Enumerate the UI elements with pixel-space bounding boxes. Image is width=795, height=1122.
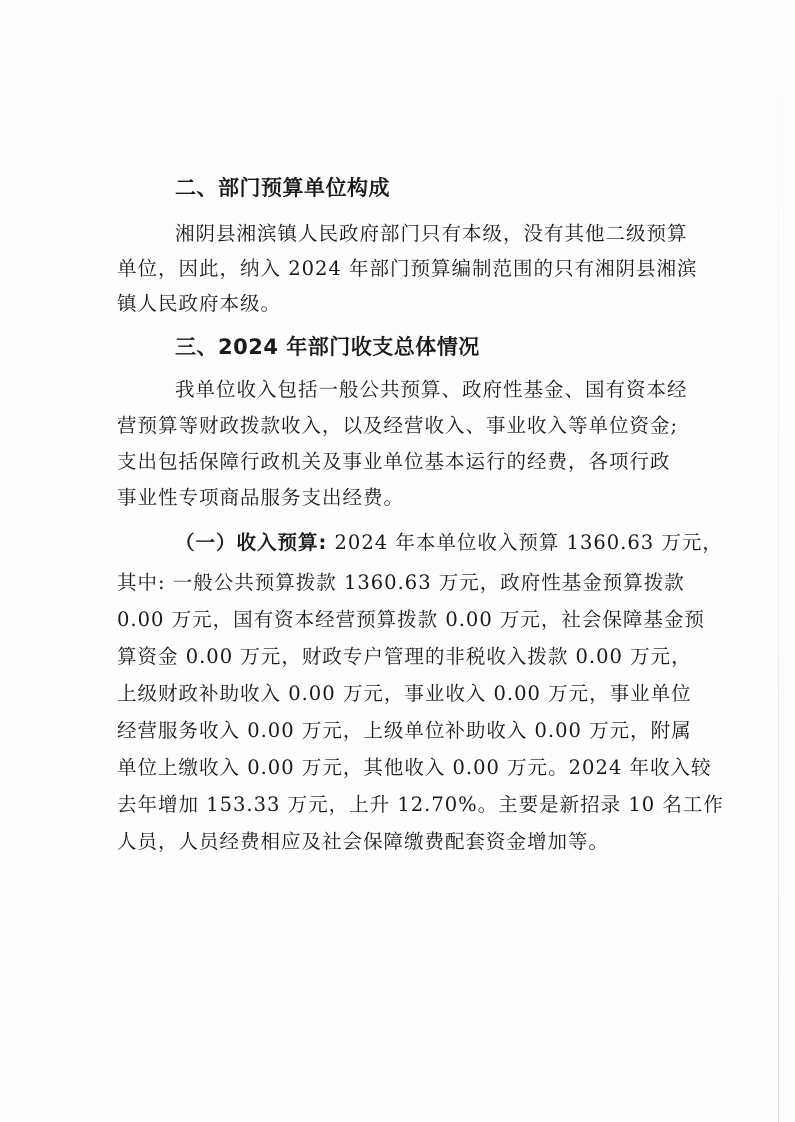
paragraph-line: 营预算等财政拨款收入，以及经营收入、事业收入等单位资金; [117,414,679,437]
paragraph-line: 人员，人员经费相应及社会保障缴费配套资金增加等。 [117,830,610,853]
paragraph-line: 事业性专项商品服务支出经费。 [117,486,405,509]
scan-edge-line [778,0,779,1122]
paragraph-line: 湘阴县湘滨镇人民政府部门只有本级，没有其他二级预算 [175,222,688,245]
paragraph-line: 其中: 一般公共预算拨款 1360.63 万元，政府性基金预算拨款 [117,571,685,594]
paragraph-line: 单位上缴收入 0.00 万元，其他收入 0.00 万元。2024 年收入较 [117,756,712,779]
section-heading-overall-budget: 三、2024 年部门收支总体情况 [175,335,480,359]
paragraph-line: 去年增加 153.33 万元，上升 12.70%。主要是新招录 10 名工作 [117,793,724,816]
income-budget-first-line [175,527,723,555]
income-budget-summary: 2024 年本单位收入预算 1360.63 万元， [327,531,723,554]
paragraph-line: 我单位收入包括一般公共预算、政府性基金、国有资本经 [175,378,688,401]
paragraph-line: 单位，因此，纳入 2024 年部门预算编制范围的只有湘阴县湘滨 [117,257,698,280]
paragraph-line: 上级财政补助收入 0.00 万元，事业收入 0.00 万元，事业单位 [117,682,692,705]
paragraph-line: 镇人民政府本级。 [117,292,282,315]
section-heading-unit-composition: 二、部门预算单位构成 [175,176,390,200]
income-budget-lead: （一）收入预算: [175,531,328,554]
paragraph-line: 算资金 0.00 万元，财政专户管理的非税收入拨款 0.00 万元， [117,645,692,668]
paragraph-line: 经营服务收入 0.00 万元，上级单位补助收入 0.00 万元，附属 [117,719,692,742]
paragraph-line: 支出包括保障行政机关及事业单位基本运行的经费，各项行政 [117,450,671,473]
paragraph-line: 0.00 万元，国有资本经营预算拨款 0.00 万元，社会保障基金预 [117,608,705,631]
